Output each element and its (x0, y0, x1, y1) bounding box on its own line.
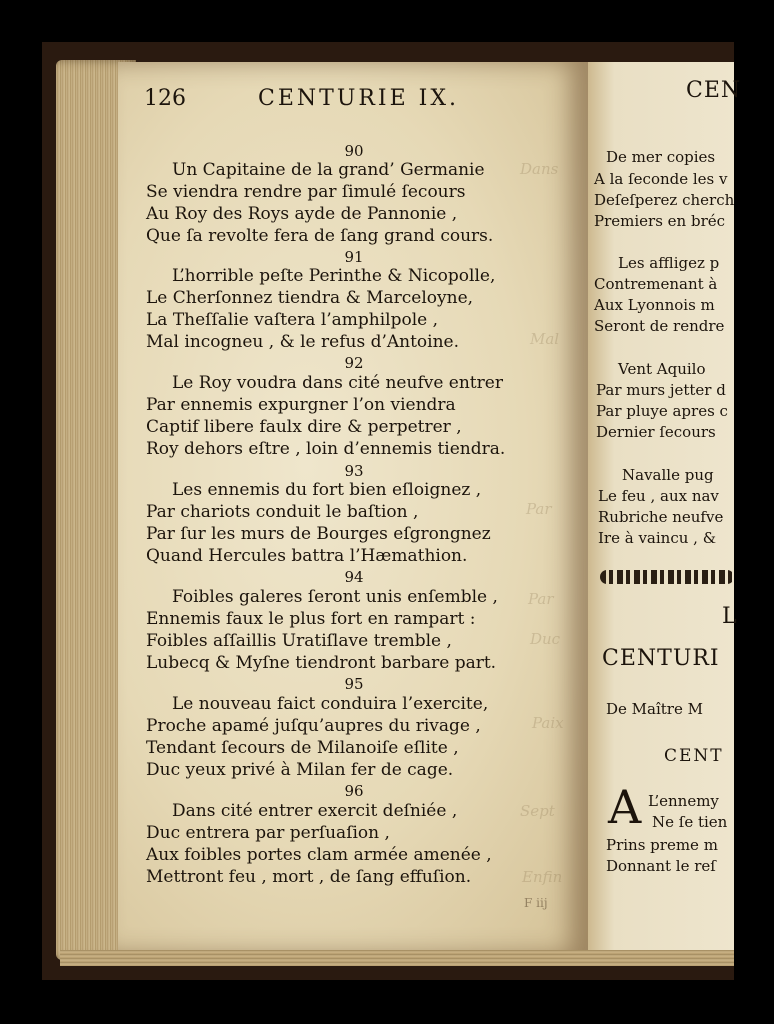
bleed-text: Paix (532, 714, 564, 732)
verse-line: Dans cité entrer exercit deſniée , (172, 801, 458, 821)
verse-line: Un Capitaine de la grand’ Germanie (172, 160, 485, 180)
quatrain-number: 95 (344, 675, 364, 693)
bleed-text: Par (526, 500, 552, 518)
right-line: Seront de rendre (594, 317, 725, 335)
signature-mark: F iij (524, 896, 548, 910)
right-heading: CENTURI (602, 646, 720, 671)
right-line: Premiers en bréc (594, 212, 726, 230)
right-line: Deſeſperez cherch (594, 191, 735, 209)
verse-line: Le Roy voudra dans cité neufve entrer (172, 373, 503, 393)
verse-line: Captif libere faulx dire & perpetrer , (146, 417, 462, 437)
right-line: De mer copies (606, 148, 716, 166)
verse-line: Mettront feu , mort , de ſang effuſion. (146, 867, 472, 887)
verse-line: Roy dehors eſtre , loin d’ennemis tiendra. (146, 439, 506, 459)
right-line: Ire à vaincu , & (598, 529, 717, 547)
quatrain-number: 91 (344, 248, 364, 266)
right-running-title: CEN (686, 78, 742, 103)
right-line: Vent Aquilo (618, 360, 706, 378)
bleed-text: Sept (520, 802, 555, 820)
ornament-border (600, 570, 734, 584)
verse-line: Que ſa revolte fera de ſang grand cours. (146, 226, 494, 246)
verse-line: Le Cherſonnez tiendra & Marceloyne, (146, 288, 474, 308)
verse-line: Par ſur les murs de Bourges eſgrongnez (146, 524, 491, 544)
verse-line: Quand Hercules battra l’Hæmathion. (146, 546, 468, 566)
right-line: Prins preme m (606, 836, 718, 854)
verse-line: L’horrible peſte Perinthe & Nicopolle, (172, 266, 496, 286)
right-heading-letter: L (722, 604, 738, 629)
verse-line: Proche apamé juſqu’aupres du rivage , (146, 716, 481, 736)
verse-line: Duc entrera par perſuaſion , (146, 823, 390, 843)
page-number: 126 (144, 86, 186, 111)
quatrain-number: 90 (344, 142, 364, 160)
drop-cap: A (608, 780, 642, 834)
bleed-text: Duc (530, 630, 561, 648)
verse-line: Mal incogneu , & le refus d’Antoine. (146, 332, 459, 352)
right-line: Le feu , aux nav (598, 487, 719, 505)
bottom-page-edges (60, 950, 734, 966)
right-line: Dernier ſecours (596, 423, 716, 441)
bleed-text: Mal (530, 330, 560, 348)
quatrain-number: 92 (344, 354, 364, 372)
verse-line: Le nouveau faict conduira l’exercite, (172, 694, 489, 714)
quatrain-number: 93 (344, 462, 364, 480)
right-line: Les affligez p (618, 254, 720, 272)
verse-line: Se viendra rendre par ſimulé ſecours (146, 182, 466, 202)
verse-line: Aux foibles portes clam armée amenée , (146, 845, 492, 865)
right-line: L’ennemy (648, 792, 719, 810)
right-subheading: CENT (664, 746, 724, 766)
verse-line: Foibles galeres ſeront unis enſemble , (172, 587, 498, 607)
bleed-text: Dans (520, 160, 559, 178)
verse-line: Par ennemis expurgner l’on viendra (146, 395, 456, 415)
right-line: Par pluye apres c (596, 402, 728, 420)
right-line: Ne ſe tien (652, 813, 728, 831)
quatrain-number: 94 (344, 568, 364, 586)
bleed-text: Enfin (522, 868, 563, 886)
verse-line: Lubecq & Myſne tiendront barbare part. (146, 653, 497, 673)
right-line: Navalle pug (622, 466, 714, 484)
bleed-text: Par (528, 590, 554, 608)
verse-line: Par chariots conduit le baſtion , (146, 502, 419, 522)
running-title: CENTURIE IX. (258, 86, 460, 111)
right-line: De Maître M (606, 700, 703, 718)
right-line: Contremenant à (594, 275, 718, 293)
verse-line: Les ennemis du fort bien eſloignez , (172, 480, 482, 500)
verse-line: Au Roy des Roys ayde de Pannonie , (146, 204, 458, 224)
verse-line: La Theſſalie vaſtera l’amphilpole , (146, 310, 439, 330)
verse-line: Tendant ſecours de Milanoiſe eſlite , (146, 738, 459, 758)
right-line: Donnant le reſ (606, 857, 716, 875)
right-line: A la ſeconde les v (594, 170, 728, 188)
quatrain-number: 96 (344, 782, 364, 800)
right-line: Aux Lyonnois m (594, 296, 715, 314)
verse-line: Foibles aſſaillis Uratiſlave tremble , (146, 631, 452, 651)
verse-line: Duc yeux privé à Milan fer de cage. (146, 760, 454, 780)
right-line: Par murs jetter d (596, 381, 726, 399)
right-line: Rubriche neufve (598, 508, 724, 526)
verse-line: Ennemis faux le plus fort en rampart : (146, 609, 476, 629)
